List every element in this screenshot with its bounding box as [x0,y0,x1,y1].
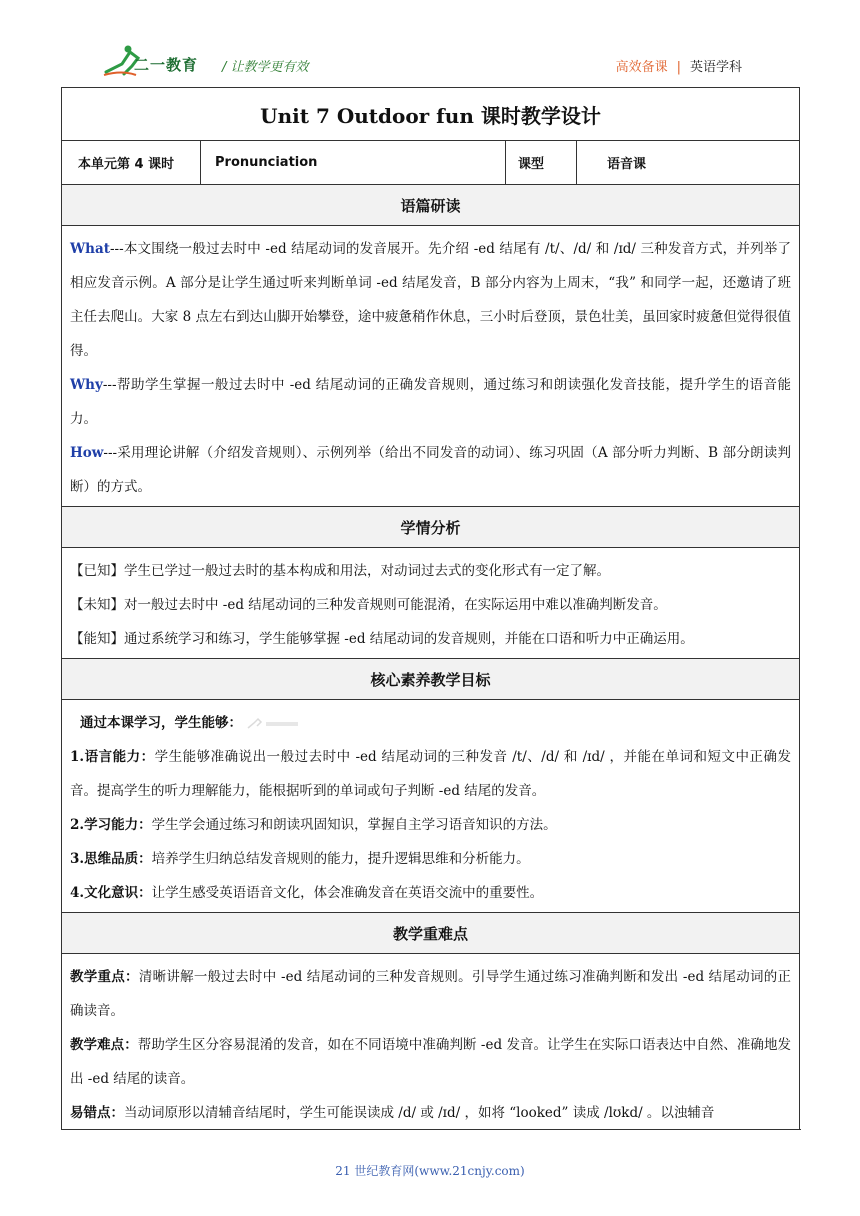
reading-content [62,226,800,507]
watermark-logo-icon [246,717,302,731]
lesson-topic: Pronunciation [201,141,506,185]
what-label: What [70,241,110,257]
brand-name: 二一教育 [134,56,199,74]
goal-culture [70,876,791,910]
how-paragraph [70,436,791,504]
section-heading-key-points: 教学重难点 [62,913,800,954]
tag-separator: | [676,60,681,75]
slogan: / 让教学更有效 [222,60,309,75]
goals-content [62,700,800,913]
key-difficulty [70,1028,791,1096]
what-paragraph [70,232,791,368]
key-error-prone [70,1096,791,1130]
key-difficulty-label: 教学难点： [70,1037,138,1053]
page-header [0,0,860,80]
why-text: ---帮助学生掌握一般过去时中 -ed 结尾动词的正确发音规则，通过练习和朗读强化发音技能，提升学生的语音能力。 [70,377,791,427]
goal-learning [70,808,791,842]
section-heading-analysis: 学情分析 [62,507,800,548]
goal-learning-text: 学生学会通过练习和朗读巩固知识，掌握自主学习语音知识的方法。 [151,817,557,833]
header-tags [616,56,742,75]
what-text: ---本文围绕一般过去时中 -ed 结尾动词的发音展开。先介绍 -ed 结尾有 /t/、/d/ 和 /ɪd/ 三种发音方式，并列举了相应发音示例。A 部分是让学生通过听来判断单词 -ed 结尾发音，B 部分内容为上周末，“我” 和同学一起，还邀请了班主任去爬山。大家 8 点左右到达山脚开始攀登，途中疲惫稍作休息，三小时后登顶，景色壮美，虽回家时疲惫但觉得很值得。 [70,241,791,359]
page-footer: 21 世纪教育网(www.21cnjy.com) [335,1164,525,1178]
tag-efficient-prep: 高效备课 [615,60,668,75]
lesson-type-value: 语音课 [577,141,800,185]
goal-learning-label: 2.学习能力： [70,817,152,833]
why-paragraph [70,368,791,436]
analysis-known: 【已知】学生已学过一般过去时的基本构成和用法，对动词过去式的变化形式有一定了解。 [70,563,610,579]
key-points-content [62,954,800,1131]
goal-thinking [70,842,791,876]
goals-lead [70,706,791,740]
section-heading-goals: 核心素养教学目标 [62,659,800,700]
goal-thinking-label: 3.思维品质： [70,851,152,867]
why-label: Why [70,377,103,393]
document-title: Unit 7 Outdoor fun 课时教学设计 [62,88,800,141]
analysis-unknown: 【未知】对一般过去时中 -ed 结尾动词的三种发音规则可能混淆，在实际运用中难以准确判断发音。 [70,597,667,613]
goal-culture-label: 4.文化意识： [70,885,152,901]
key-focus [70,960,791,1028]
goals-lead-text: 通过本课学习，学生能够： [80,715,242,731]
analysis-achievable: 【能知】通过系统学习和练习，学生能够掌握 -ed 结尾动词的发音规则，并能在口语和听力中正确运用。 [70,631,694,647]
lesson-number: 本单元第 4 课时 [62,141,201,185]
info-row [62,141,800,185]
key-error-prone-label: 易错点： [70,1105,124,1121]
key-difficulty-text: 帮助学生区分容易混淆的发音，如在不同语境中准确判断 -ed 发音。让学生在实际口语表达中自然、准确地发出 -ed 结尾的读音。 [70,1037,791,1087]
lesson-plan-table [61,87,800,1130]
goal-language-text: 学生能够准确说出一般过去时中 -ed 结尾动词的三种发音 /t/、/d/ 和 /ɪd/ ，并能在单词和短文中正确发音。提高学生的听力理解能力，能根据听到的单词或句子判断 -ed 结尾的发音。 [70,749,792,799]
key-focus-label: 教学重点： [70,969,139,985]
tag-subject: 英语学科 [689,60,742,75]
goal-language [70,740,791,808]
goal-culture-text: 让学生感受英语语音文化，体会准确发音在英语交流中的重要性。 [151,885,544,901]
key-focus-text: 清晰讲解一般过去时中 -ed 结尾动词的三种发音规则。引导学生通过练习准确判断和发出 -ed 结尾动词的正确读音。 [70,969,791,1019]
how-label: How [70,445,104,461]
goal-thinking-text: 培养学生归纳总结发音规则的能力，提升逻辑思维和分析能力。 [151,851,530,867]
key-error-prone-text: 当动词原形以清辅音结尾时，学生可能误读成 /d/ 或 /ɪd/ ，如将 “looked” 读成 /lʊkd/ 。以浊辅音 [124,1105,715,1121]
section-heading-reading: 语篇研读 [62,185,800,226]
lesson-type-label: 课型 [506,141,577,185]
goal-language-label: 1.语言能力： [70,749,155,765]
analysis-content [62,548,800,659]
how-text: ---采用理论讲解（介绍发音规则）、示例列举（给出不同发音的动词）、练习巩固（A 部分听力判断、B 部分朗读判断）的方式。 [70,445,791,495]
